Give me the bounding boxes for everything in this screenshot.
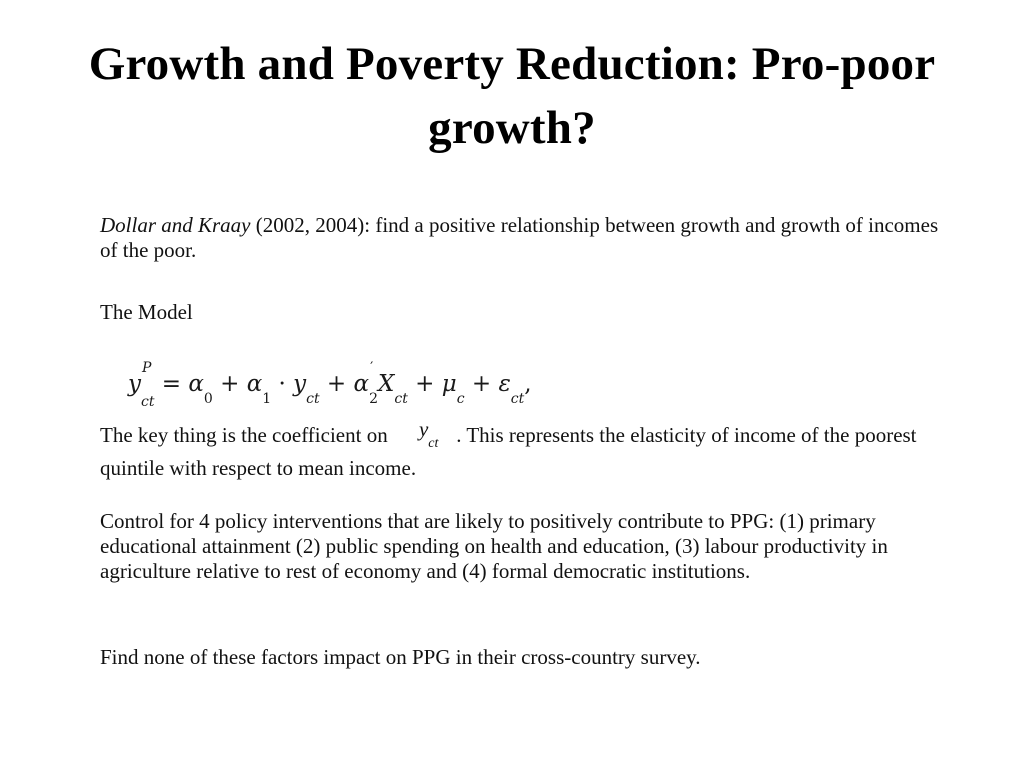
eq-alpha2: α [353, 371, 370, 397]
paragraph-findings: Find none of these factors impact on PPG in their cross-country survey. [100, 645, 701, 669]
eq-trailing-comma: , [524, 371, 532, 397]
paragraph-dollar-kraay-text: (2002, 2004): find a positive relationship between growth and growth of incomes of the poor. [100, 213, 939, 262]
paragraph-dollar-kraay [100, 213, 940, 263]
eq-alpha2-scripts: ′ $_2$ [369, 360, 378, 407]
eq-alpha1: α [246, 371, 263, 397]
eq-plus-4: + [464, 371, 499, 397]
paragraph-key-coefficient [100, 417, 940, 481]
eq-X: X [378, 371, 395, 397]
eq-plus-3: + [407, 371, 442, 397]
eq-y: y [293, 371, 307, 397]
eq-mu-sub: c [456, 390, 465, 407]
eq-alpha1-sub: 1 [262, 390, 272, 407]
model-label: The Model [100, 300, 193, 324]
eq-dot: · [271, 371, 294, 397]
coefficient-var: y [418, 417, 429, 441]
eq-alpha0: α [188, 371, 204, 397]
coefficient-sub: ct [428, 436, 439, 452]
eq-alpha2-sub: 2 [369, 390, 378, 407]
eq-y-sub: ct [306, 390, 320, 407]
eq-plus-2: + [319, 371, 354, 397]
key-coefficient-lead: The key thing is the coefficient on [100, 423, 393, 447]
eq-X-sub: ct [394, 390, 408, 407]
eq-alpha0-sub: 0 [203, 390, 213, 407]
eq-epsilon-sub: ct [510, 390, 525, 407]
slide-title: Growth and Poverty Reduction: Pro-poor growth? [88, 38, 936, 154]
eq-equals: = [154, 371, 189, 397]
eq-lhs-var: y [128, 371, 141, 397]
eq-lhs-scripts: P $_{ct}$ [141, 360, 155, 410]
eq-lhs-sub: ct [141, 393, 155, 410]
eq-plus-1: + [212, 371, 247, 397]
authors-citation: Dollar and Kraay [100, 213, 251, 237]
key-coefficient-rest: . This represents the elasticity of income of the poorest quintile with respect to mean income. [100, 423, 917, 481]
paragraph-policy-controls: Control for 4 policy interventions that are likely to positively contribute to PPG: (1) primary educational attainment (2) public spending on health and education, (3) labour productivity in agriculture relative to rest of economy and (4) formal democratic institutions. [100, 509, 888, 583]
eq-mu: μ [441, 371, 457, 397]
coefficient-symbol [393, 417, 451, 456]
model-equation [128, 360, 532, 410]
eq-epsilon: ε [498, 371, 511, 397]
